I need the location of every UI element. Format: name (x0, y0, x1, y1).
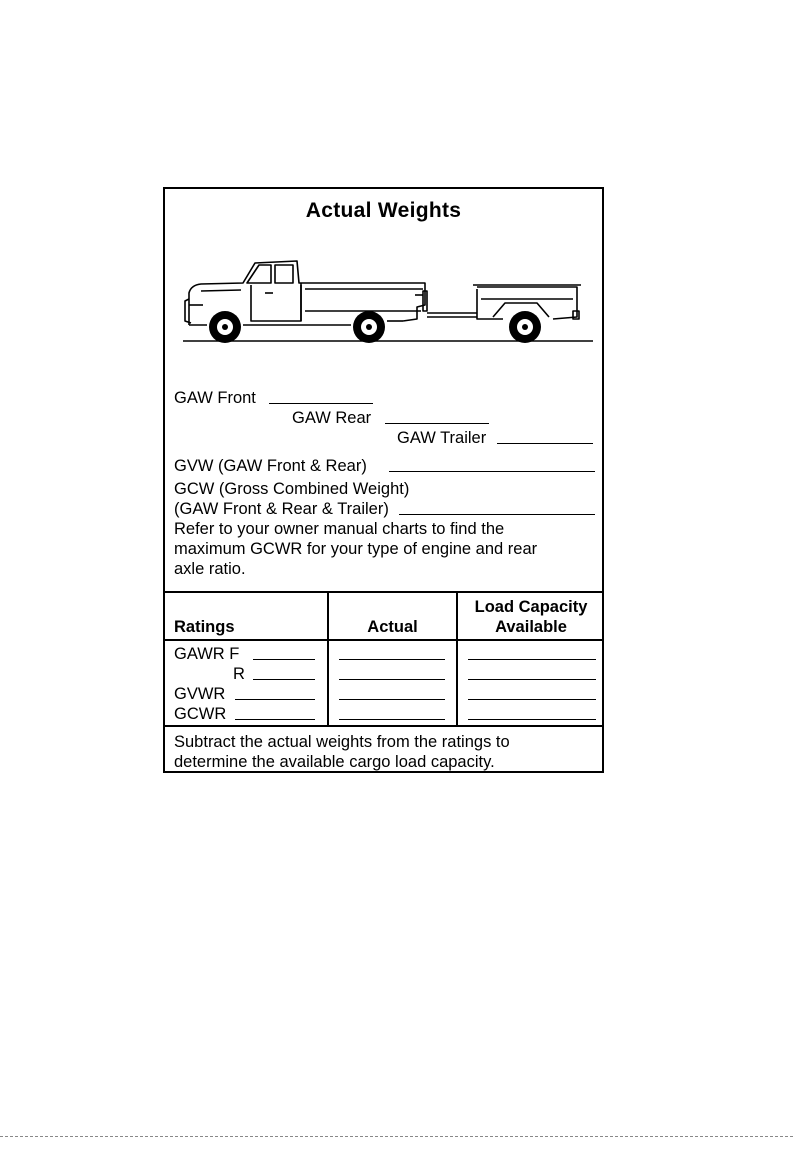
table-header-rule (165, 639, 602, 641)
gaw-front-label: GAW Front (174, 389, 256, 407)
table-divider-1 (327, 591, 329, 725)
actual-header: Actual (367, 618, 418, 636)
gaw-trailer-label: GAW Trailer (397, 429, 487, 447)
gaw-rear-blank (385, 423, 489, 424)
gvwr-rating-blank (235, 699, 315, 700)
gvwr-capacity-blank (468, 699, 596, 700)
gcw-blank (399, 514, 595, 515)
gaw-front-blank (269, 403, 373, 404)
table-bottom-rule (165, 725, 602, 727)
gawr-f-capacity-blank (468, 659, 596, 660)
ratings-header: Ratings (174, 618, 235, 636)
gawr-f-label: GAWR F (174, 645, 240, 663)
gvw-label: GVW (GAW Front & Rear) (174, 457, 367, 475)
page-bottom-rule (0, 1136, 793, 1137)
gcw-sublabel: (GAW Front & Rear & Trailer) (174, 500, 389, 518)
gcw-label: GCW (Gross Combined Weight) (174, 480, 410, 498)
truck-trailer-illustration (181, 255, 593, 347)
gawr-f-rating-blank (253, 659, 315, 660)
gcwr-actual-blank (339, 719, 445, 720)
gcwr-rating-blank (235, 719, 315, 720)
gawr-r-actual-blank (339, 679, 445, 680)
gaw-trailer-blank (497, 443, 593, 444)
gcwr-capacity-blank (468, 719, 596, 720)
gvw-blank (389, 471, 595, 472)
gawr-f-actual-blank (339, 659, 445, 660)
gaw-rear-label: GAW Rear (292, 409, 372, 427)
footer-line-2: determine the available cargo load capacity. (174, 753, 495, 771)
gawr-r-label: R (233, 665, 245, 683)
available-header: Available (495, 618, 567, 636)
actual-weights-card (163, 187, 604, 773)
gawr-r-capacity-blank (468, 679, 596, 680)
note-line-3: axle ratio. (174, 560, 246, 578)
gvwr-actual-blank (339, 699, 445, 700)
gvwr-label: GVWR (174, 685, 226, 703)
footer-line-1: Subtract the actual weights from the ratings to (174, 733, 510, 751)
table-top-rule (165, 591, 602, 593)
note-line-2: maximum GCWR for your type of engine and rear (174, 540, 538, 558)
gawr-r-rating-blank (253, 679, 315, 680)
gcwr-label: GCWR (174, 705, 227, 723)
load-capacity-header: Load Capacity (474, 598, 588, 616)
card-title: Actual Weights (305, 199, 462, 222)
note-line-1: Refer to your owner manual charts to find the (174, 520, 505, 538)
